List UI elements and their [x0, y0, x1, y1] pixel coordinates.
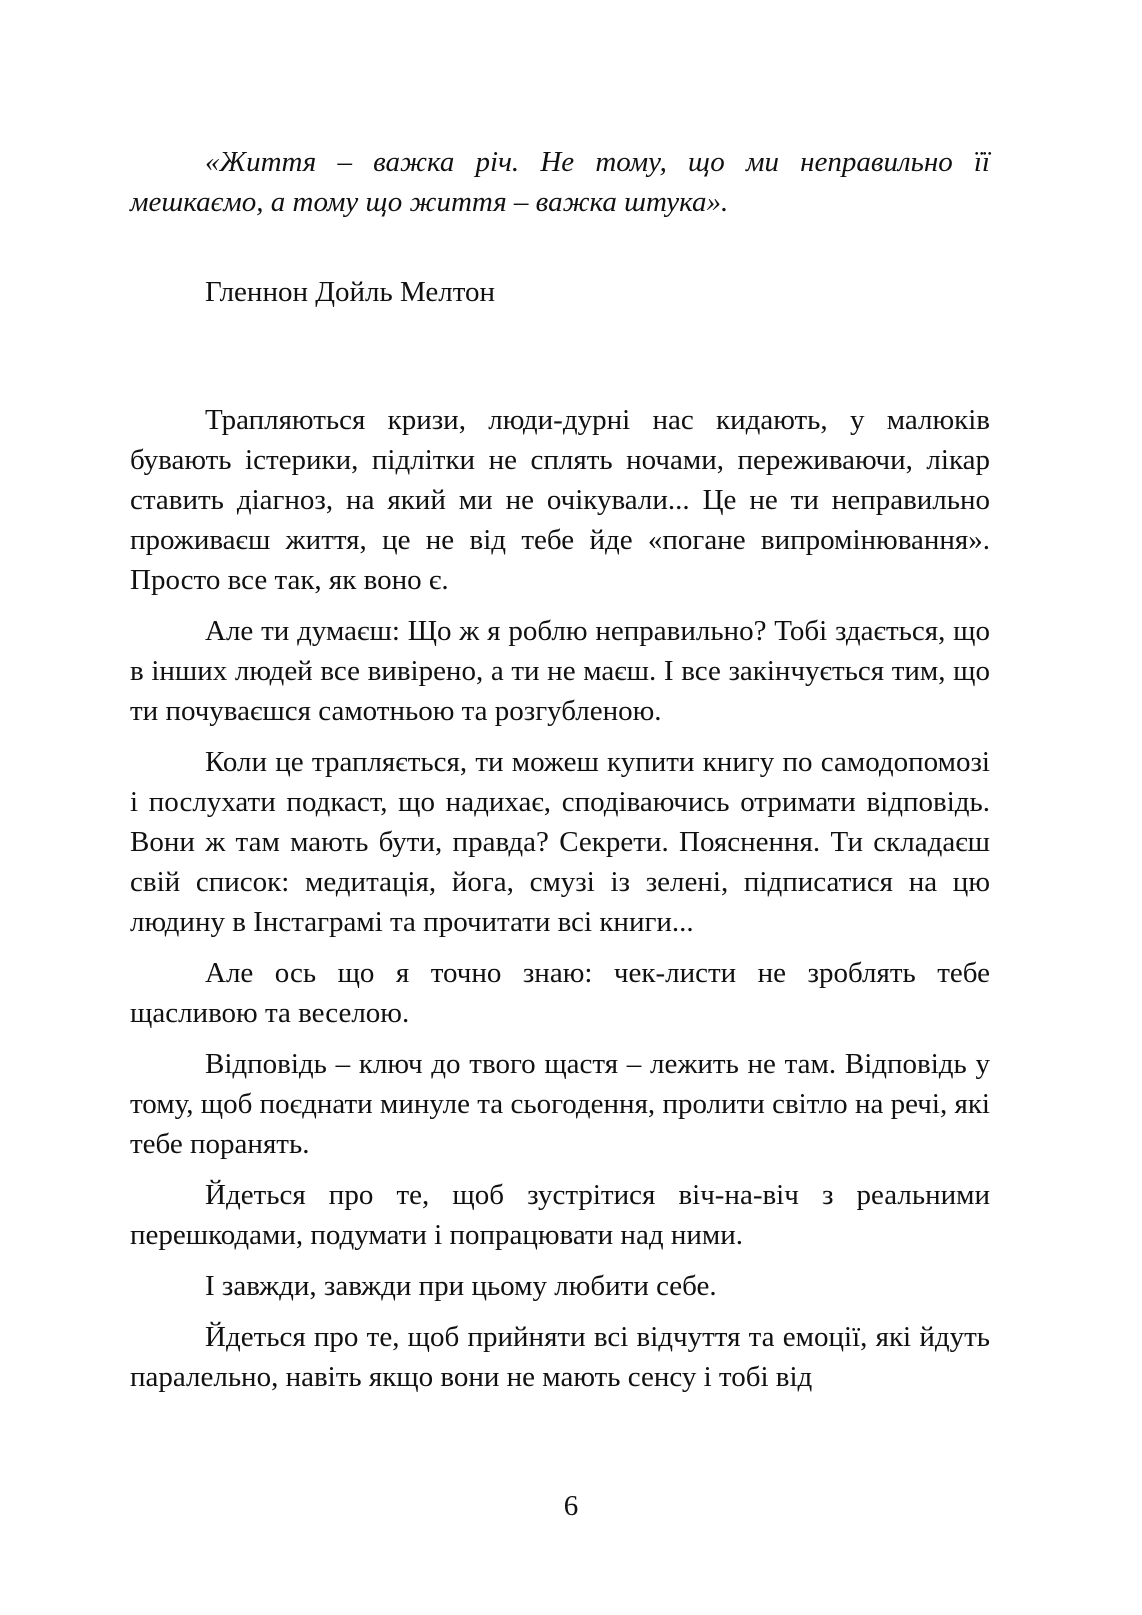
paragraph: Йдеться про те, щоб зустрітися віч-на-віч з реальними перешкодами, подумати і попрацювати над ними.: [130, 1179, 990, 1252]
paragraph: Але ось що я точно знаю: чек-листи не зроблять тебе щасливою та веселою.: [130, 957, 990, 1030]
paragraph: Коли це трапляється, ти можеш купити книгу по самодопомозі і послухати подкаст, що надихає, сподіваючись отримати відповідь. Вони ж там мають бути, правда? Секрети. Пояснення. Ти складаєш свій список: медитація, йога, смузі із зелені, підписатися на цю людину в Інстаграмі та прочитати всі книги...: [130, 746, 990, 939]
epigraph-attribution: Гленнон Дойль Мелтон: [205, 276, 496, 309]
paragraph: Йдеться про те, щоб прийняти всі відчуття та емоції, які йдуть паралельно, навіть якщо вони не мають сенсу і тобі від: [130, 1321, 990, 1394]
body-text: [130, 400, 990, 1397]
paragraph: Але ти думаєш: Що ж я роблю неправильно? Тобі здається, що в інших людей все вивірено, а ти не маєш. І все закінчується тим, що ти почуваєшся самотньою та розгубленою.: [130, 615, 990, 728]
paragraph: Трапляються кризи, люди-дурні нас кидають, у малюків бувають істерики, підлітки не сплять ночами, переживаючи, лікар ставить діагноз, на який ми не очікували... Це не ти неправильно проживаєш життя, це не від тебе йде «погане випромінювання». Просто все так, як воно є.: [130, 404, 990, 597]
epigraph-quote: «Життя – важка річ. Не тому, що ми неправильно її мешкаємо, а тому що життя – важка штука».: [130, 146, 990, 219]
paragraph: І завжди, завжди при цьому любити себе.: [205, 1270, 717, 1303]
paragraph: Відповідь – ключ до твого щастя – лежить не там. Відповідь у тому, щоб поєднати минуле та сьогодення, пролити світло на речі, які тебе поранять.: [130, 1048, 990, 1161]
page-number: 6: [563, 1490, 579, 1522]
